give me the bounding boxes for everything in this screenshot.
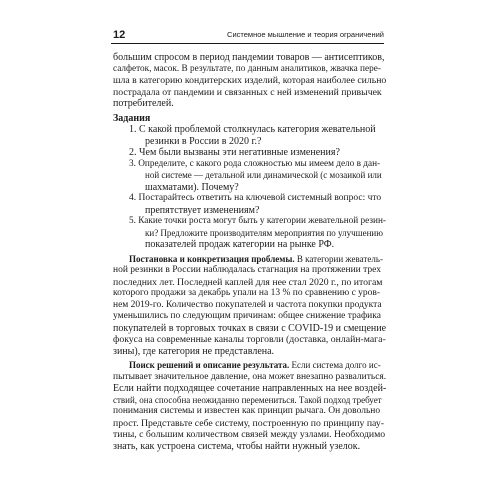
body-line: зины), где категория не представлена. (113, 345, 275, 357)
paragraph-lead-rest: Если система долго ис- (291, 360, 381, 370)
task-item: 1. С какой проблемой столкнулась категория жевательной (129, 124, 376, 135)
task-item: 3. Определите, с какого рода сложностью мы имеем дело в дан- (129, 158, 381, 169)
task-item: 5. Какие точки роста могут быть у категории жевательной резин- (129, 216, 387, 226)
body-line: тины, с большим количеством связей между узлами. Необходимо (113, 429, 386, 440)
body-line: знать, как устроена система, чтобы найти нужный узелок. (113, 440, 361, 452)
body-line: понимания системы и известен как принцип рычага. Он довольно (113, 406, 381, 416)
body-line: пострадала от пандемии и связанных с ней изменений привычек (113, 86, 382, 98)
body-line: пытывает значительное давление, она может внезапно развалиться. (113, 371, 387, 382)
paragraph-line (129, 254, 383, 266)
body-line: нем 2019-го. Количество покупателей и частота покупки продукта (113, 299, 382, 310)
running-title: Системное мышление и теория ограничений (227, 30, 384, 39)
body-line: последних лет. Последней каплей для нее стал 2020 г., по итогам (113, 276, 383, 288)
task-item-continuation: показателей продаж категории на рынке РФ. (145, 239, 335, 250)
body-line: салфеток, масок. В результате, по данным аналитиков, жвачка пере- (113, 63, 381, 74)
paragraph-lead-bold: Постановка и конкретизация проблемы. (129, 253, 295, 264)
body-line: большим спросом в период пандемии товаров — антисептиков, (113, 52, 385, 63)
page-number: 12 (113, 29, 126, 41)
body-line: шла в категорию кондитерских изделий, которая наиболее сильно (113, 75, 387, 86)
body-line: ной резинки в России наблюдалась стагнация на протяжении трех (113, 265, 381, 275)
task-item-continuation: резинки в России в 2020 г.? (145, 135, 262, 147)
task-item-continuation: шахматами). Почему? (145, 181, 239, 193)
paragraph-lead-rest: В категории жеватель- (296, 253, 383, 264)
task-item: 2. Чем были вызваны эти негативные изменения? (129, 147, 340, 158)
section-heading: Задания (113, 112, 151, 124)
paragraph-line (129, 360, 381, 372)
running-header (111, 28, 384, 44)
paragraph-lead-bold: Поиск решений и описание результата. (129, 360, 290, 370)
task-item-continuation: ки? Предложите производителям мероприятия по улучшению (145, 227, 383, 238)
body-line: которого продажи за декабрь упали на 13 % по сравнению с уров- (113, 288, 381, 298)
task-item: 4. Постарайтесь ответить на ключевой системный вопрос: что (129, 193, 382, 203)
body-line: ствий, она способна неожиданно перемениться. Такой подход требует (113, 394, 382, 405)
body-line: потребителей. (113, 98, 174, 109)
body-line: Если найти подходящее сочетание направленных на нее воздей- (113, 383, 387, 394)
body-line: покупателей в торговых точках в связи с COVID-19 и смещение (113, 322, 387, 334)
task-item-continuation: препятствует изменениям? (145, 204, 260, 216)
body-line: прост. Представьте себе систему, построенную по принципу пау- (113, 417, 385, 429)
body-line: уменьшились по следующим причинам: общее снижение трафика (113, 311, 381, 321)
task-item-continuation: ной системе — детальной или динамической (с мозаикой или (145, 170, 382, 180)
body-line: фокуса на современные каналы торговли (доставка, онлайн-мага- (113, 334, 386, 345)
